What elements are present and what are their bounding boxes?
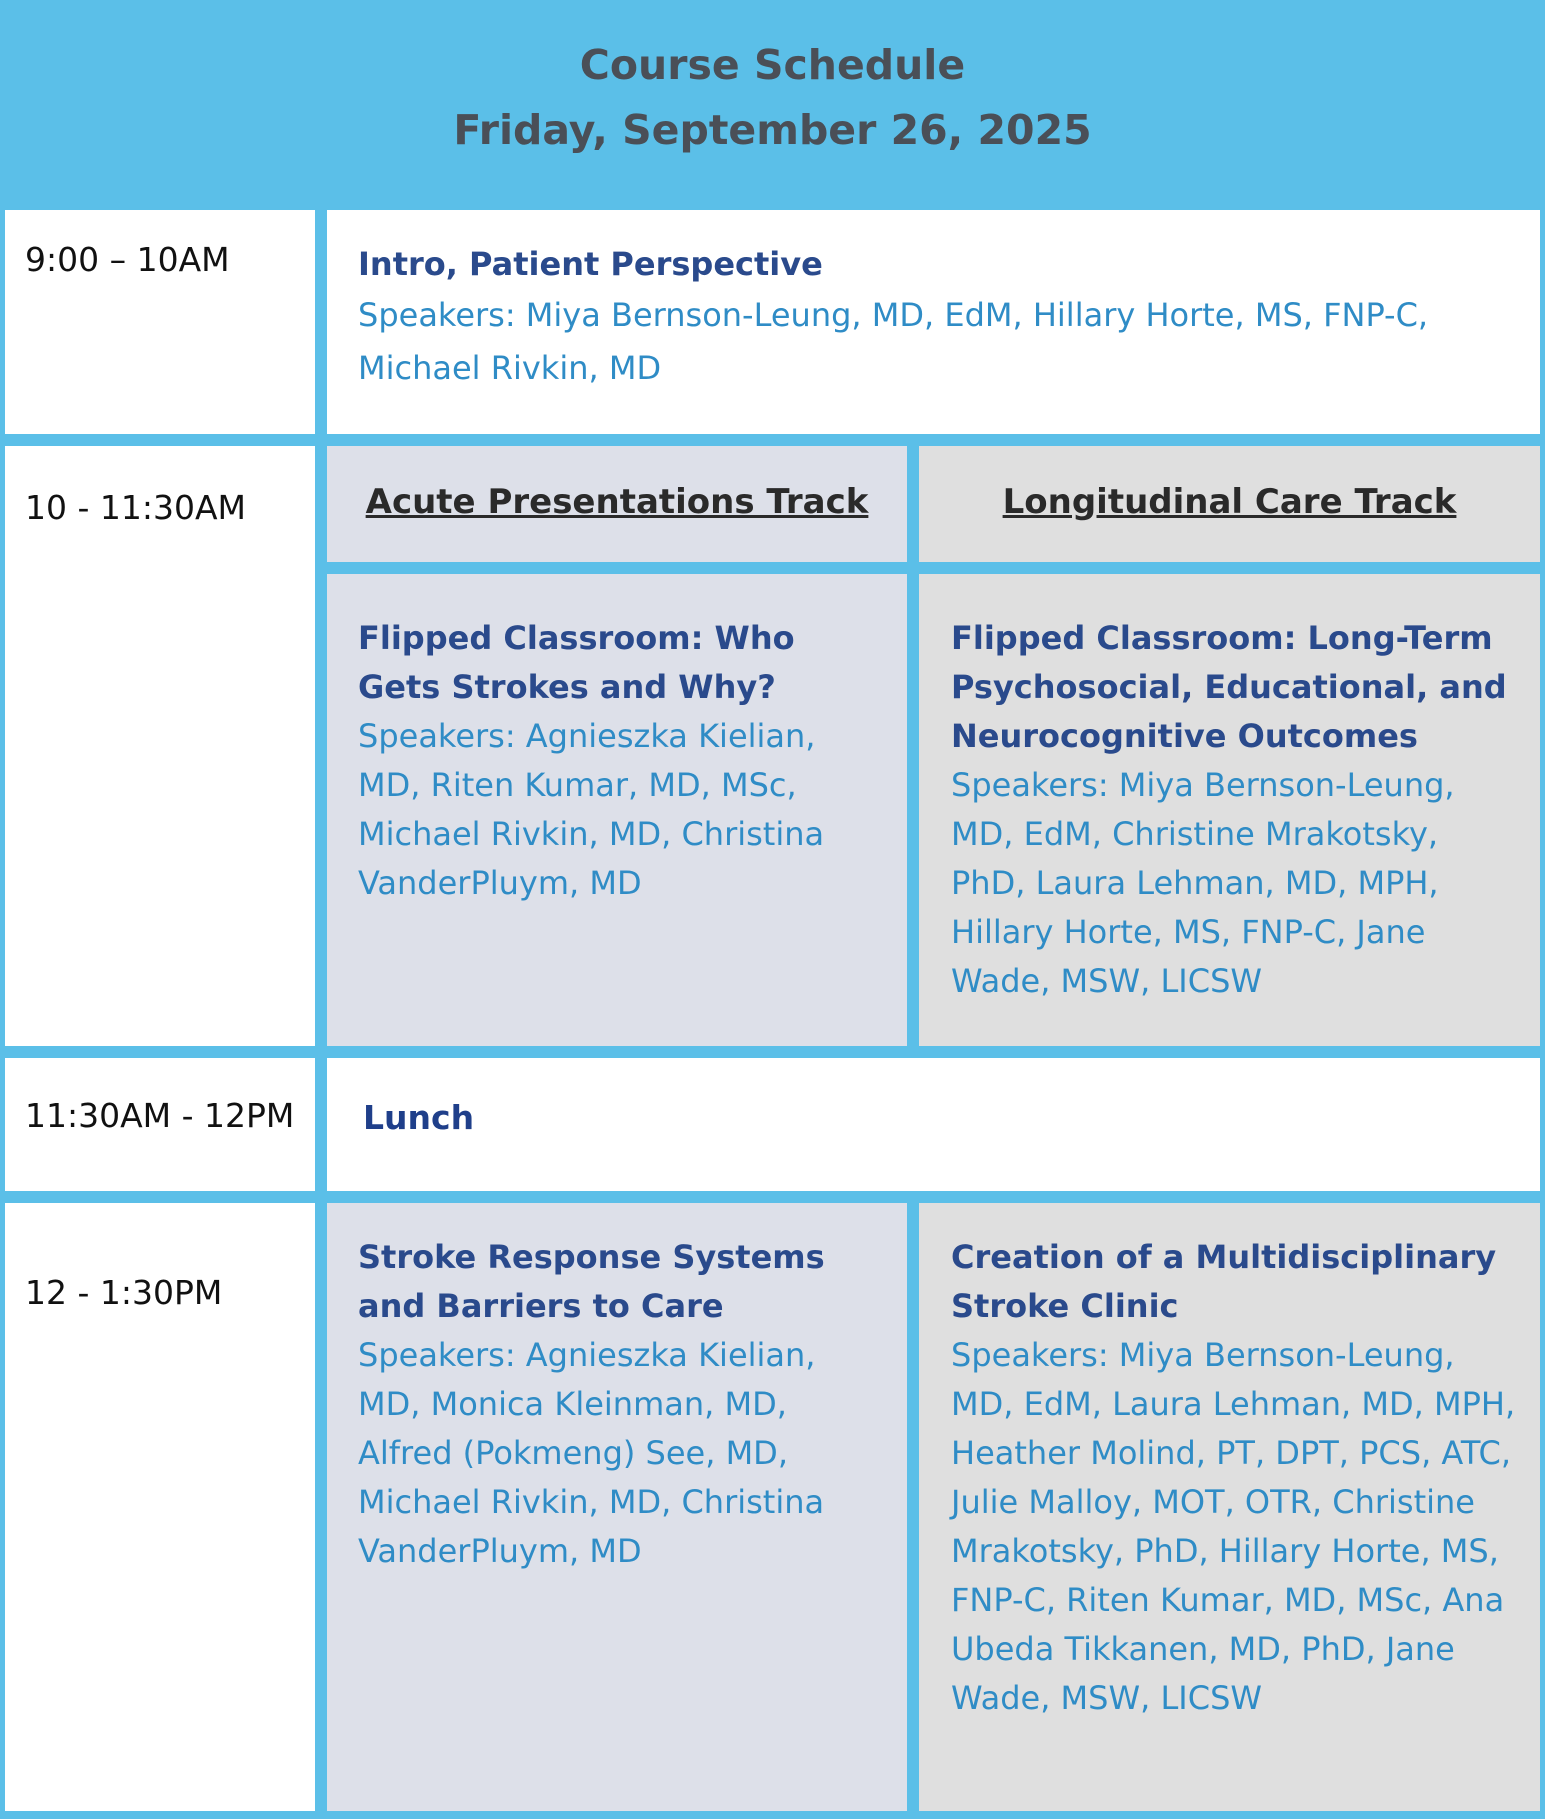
time-cell-1: [5, 210, 315, 434]
session-cell-long-term-outcomes: [919, 574, 1540, 1046]
track-header-longitudinal: [919, 446, 1540, 562]
session-cell-multidisciplinary-clinic: [919, 1203, 1540, 1811]
session-cell-who-gets-strokes: [327, 574, 907, 1046]
time-label: 12 - 1:30PM: [25, 1273, 223, 1312]
time-cell-4: [5, 1203, 315, 1811]
session-speakers: Speakers: Miya Bernson-Leung, MD, EdM, Christine Mrakotsky, PhD, Laura Lehman, MD, MPH, Hillary Horte, MS, FNP-C, Jane Wade, MSW, LICSW: [951, 766, 1455, 1000]
session-speakers: Speakers: Miya Bernson-Leung, MD, EdM, Hillary Horte, MS, FNP-C, Michael Rivkin, MD: [358, 296, 1429, 387]
time-label: 9:00 – 10AM: [25, 240, 230, 279]
session-title: Intro, Patient Perspective: [358, 245, 823, 283]
session-speakers: Speakers: Agnieszka Kielian, MD, Riten Kumar, MD, MSc, Michael Rivkin, MD, Christina VanderPluym, MD: [358, 717, 825, 902]
session-cell-lunch: [327, 1058, 1540, 1191]
session-speakers: Speakers: Agnieszka Kielian, MD, Monica Kleinman, MD, Alfred (Pokmeng) See, MD, Michael Rivkin, MD, Christina VanderPluym, MD: [358, 1336, 825, 1570]
session-title: Flipped Classroom: Long-Term Psychosocial, Educational, and Neurocognitive Outcomes: [951, 619, 1507, 755]
session-speakers: Speakers: Miya Bernson-Leung, MD, EdM, Laura Lehman, MD, MPH, Heather Molind, PT, DPT, PCS, ATC, Julie Malloy, MOT, OTR, Christine Mrakotsky, PhD, Hillary Horte, MS, FNP-C, Riten Kumar, MD, MSc, Ana Ubeda Tikkanen, MD, PhD, Jane Wade, MSW, LICSW: [951, 1336, 1516, 1717]
time-cell-3: [5, 1058, 315, 1191]
page-title: Course Schedule: [579, 41, 966, 89]
time-label: 10 - 11:30AM: [25, 488, 247, 527]
lunch-label: Lunch: [363, 1098, 475, 1137]
track-header-acute: [327, 446, 907, 562]
time-label: 11:30AM - 12PM: [25, 1096, 295, 1135]
track-title: Acute Presentations Track: [365, 482, 869, 522]
schedule-date: Friday, September 26, 2025: [453, 106, 1092, 154]
schedule-header: [0, 0, 1545, 200]
track-title: Longitudinal Care Track: [1002, 482, 1457, 522]
time-cell-2: [5, 446, 315, 1046]
session-title: Stroke Response Systems and Barriers to Care: [358, 1238, 825, 1325]
session-cell-intro: [327, 210, 1540, 434]
session-cell-stroke-response: [327, 1203, 907, 1811]
session-title: Creation of a Multidisciplinary Stroke Clinic: [951, 1238, 1497, 1325]
session-title: Flipped Classroom: Who Gets Strokes and Why?: [358, 619, 795, 706]
